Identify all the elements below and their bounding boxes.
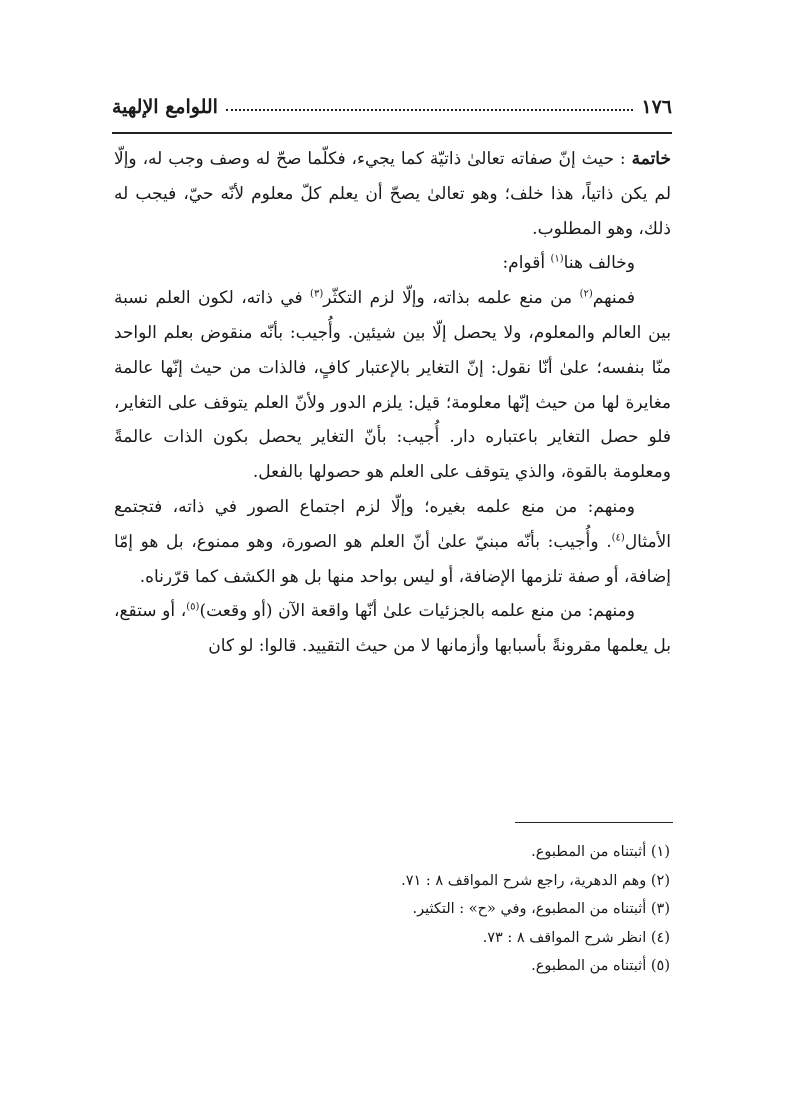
header-dot-leader [226, 103, 633, 111]
paragraph-dissenters [114, 246, 671, 281]
paragraph-text: في ذاته، لكون العلم نسبة بين العالم والمعلوم، ولا يحصل إلّا بين شيئين. وأُجيب: بأنّه منقوض بعلم الواحد منّا بنفسه؛ علىٰ أنّا نقول: إنّ التغاير بالإعتبار كافٍ، فالذات من حيث إنّها عالمة مغايرة لها من حيث إنّها معلومة؛ قيل: يلزم الدور ولأنّ العلم يتوقف على التغاير، فلو حصل التغاير باعتباره دار. أُجيب: بأنّ التغاير يحصل بكون الذات عالمةً ومعلومة بالقوة، والذي يتوقف على العلم هو حصولها بالفعل. [114, 288, 671, 483]
footnote-item: (٤) انظر شرح المواقف ٨ : ٧٣. [482, 929, 670, 946]
paragraph-text: من منع علمه بذاته، وإلّا لزم التكثّر [323, 288, 580, 309]
footnote-ref: (٤) [611, 532, 625, 544]
footnote-item: (٥) أثبتناه من المطبوع. [531, 958, 670, 974]
footnote-rule [515, 822, 673, 823]
header-rule [112, 132, 672, 134]
page-number: ١٧٦ [641, 96, 672, 118]
section-lead: خاتمة [631, 149, 671, 169]
main-text [114, 142, 671, 664]
paragraph-self-knowledge [114, 281, 671, 490]
paragraph-text: ومنهم: من منع علمه بغيره؛ وإلّا لزم اجتماع الصور في ذاته، فتجتمع الأمثال [114, 496, 671, 552]
footnote-ref: (٢) [579, 288, 593, 300]
paragraph-text: أقوام: [502, 253, 551, 274]
footnote-item: (١) أثبتناه من المطبوع. [531, 844, 670, 860]
paragraph-text: ومنهم: من منع علمه بالجزئيات علىٰ أنّها واقعة الآن (أو وقعت) [199, 601, 635, 622]
paragraph-other-knowledge [114, 490, 671, 594]
paragraph-text: فمنهم [592, 288, 635, 309]
footnote-item: (٣) أثبتناه من المطبوع، وفي «ح» : التكثير. [412, 901, 670, 917]
paragraph-text: : حيث إنّ صفاته تعالىٰ ذاتيّة كما يجيء، فكلّما صحّ له وصف وجب له، وإلّا لم يكن ذاتياً، هذا خلف؛ وهو تعالىٰ يصحّ أن يعلم كلّ معلوم لأنّه حيّ، فيجب له ذلك، وهو المطلوب. [114, 149, 671, 239]
running-header [112, 92, 672, 122]
footnotes [200, 838, 670, 981]
footnote-ref: (١) [550, 253, 564, 265]
book-title: اللوامع الإلهية [112, 96, 218, 118]
footnote-ref: (٥) [186, 601, 200, 613]
paragraph-text: وخالف هنا [563, 253, 635, 274]
paragraph-text: ، أو ستقع، بل يعلمها مقرونةً بأسبابها وأزمانها لا من حيث التقييد. قالوا: لو كان [114, 601, 671, 657]
paragraph-khatima [114, 142, 671, 246]
paragraph-particulars [114, 594, 671, 664]
paragraph-text: . وأُجيب: بأنّه مبنيّ علىٰ أنّ العلم هو الصورة، وهو ممنوع، بل هو إمّا إضافة، أو صفة تلزمها الإضافة، أو ليس بواحد منها بل هو الكشف كما قرّرناه. [114, 531, 671, 587]
footnote-ref: (٣) [310, 288, 324, 300]
footnote-item: (٢) وهم الدهرية، راجع شرح المواقف ٨ : ٧١. [401, 872, 670, 889]
